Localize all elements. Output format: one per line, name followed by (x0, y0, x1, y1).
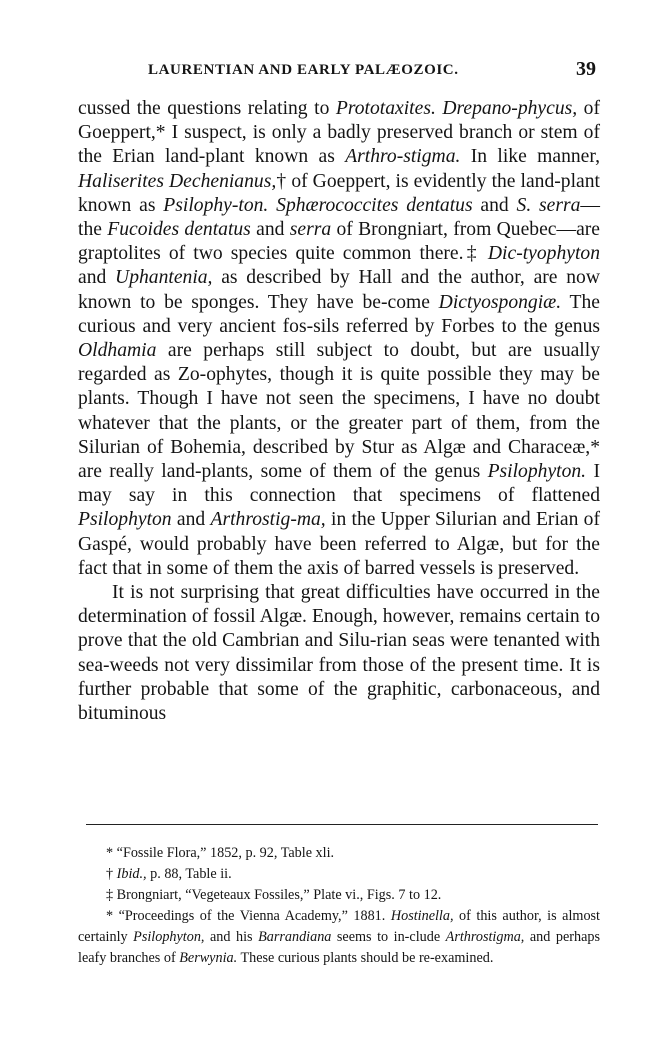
paragraph-segment-italic: Prototaxites. (335, 98, 436, 119)
footnote-rule (86, 824, 598, 825)
paragraph-segment-italic: S. serra (516, 194, 581, 216)
footnote-segment: * “Fossile Flora,” 1852, p. 92, Table xli. (106, 845, 335, 861)
paragraph-segment-italic: Dictyospongiæ. (438, 291, 562, 313)
footnote-segment: seems to in-clude (331, 929, 446, 945)
footnote-4 (78, 906, 600, 969)
footnote-segment-italic: Psilophyton, (133, 929, 205, 945)
body-text (78, 97, 600, 726)
paragraph-segment-italic: Dic-tyophyton (487, 243, 600, 265)
paragraph-segment: cussed the questions relating to (78, 98, 336, 119)
footnotes (78, 843, 600, 969)
footnote-segment: of this author, is almost certainly (78, 908, 600, 945)
footnote-segment-italic: Berwynia. (179, 950, 238, 966)
footnote-segment-italic: Arthrostigma, (445, 929, 525, 945)
paragraph-segment: It is not surprising that great difficulties have occurred in the determination of fossil Algæ. Enough, however, remains certain to prove that the old Cambrian and Silu-rian seas were tenanted with sea-weeds not very dissimilar from those of the present time. It is further probable that some of the graphitic, carbonaceous, and bituminous (78, 582, 600, 725)
paragraph-2 (78, 581, 600, 726)
paragraph-segment: In like manner, (460, 146, 601, 168)
paragraph-segment-italic: Drepano-phycus, (442, 98, 578, 119)
paragraph-segment: and (78, 267, 116, 289)
paragraph-segment-italic: Psilophy-ton. (163, 194, 269, 216)
page-header (78, 58, 600, 86)
paragraph-segment: The curious and very ancient fos-sils referred by Forbes to the genus (78, 291, 600, 337)
footnote-segment-italic: Ibid., (116, 866, 147, 882)
paragraph-segment: † of Goeppert, is evidently the land-plant known as (78, 170, 600, 216)
footnote-1 (78, 843, 600, 864)
paragraph-segment: of Goeppert,* I suspect, is only a badly preserved branch or stem of the Erian land-plant known as (78, 98, 600, 168)
paragraph-segment: as described by Hall and the author, are now known to be sponges. They have be-come (78, 267, 600, 313)
paragraph-segment: and (250, 219, 290, 241)
footnote-segment-italic: Hostinella, (390, 908, 454, 924)
paragraph-segment-italic: serra (289, 219, 332, 241)
paragraph-segment-italic: Psilophyton. (487, 461, 587, 483)
footnote-segment: p. 88, Table ii. (146, 866, 232, 882)
paragraph-segment: and (171, 509, 211, 531)
running-head: LAURENTIAN AND EARLY PALÆOZOIC. (148, 62, 459, 78)
footnote-segment: These curious plants should be re-examined. (237, 950, 494, 966)
footnote-3 (78, 885, 600, 906)
paragraph-segment: are perhaps still subject to doubt, but are usually regarded as Zo-ophytes, though it is quite possible they may be plants. Though I have not seen the specimens, I have no doubt whatever that the plants, or the greater part of them, from the Silurian of Bohemia, described by Stur as Algæ and Characeæ,* are really land-plants, some of them of the genus (78, 340, 600, 483)
paragraph-segment: —the (78, 194, 601, 241)
footnote-segment: and his (204, 929, 259, 945)
paragraph-1 (78, 97, 600, 581)
paragraph-segment-italic: Sphærococcites dentatus (276, 194, 473, 216)
paragraph-segment-italic: Oldhamia (78, 340, 157, 362)
paragraph-segment: in the Upper Silurian and Erian of Gaspé, would probably have been referred to Algæ, but for the fact that in some of them the axis of barred vessels is preserved. (78, 509, 600, 579)
footnote-2 (78, 864, 600, 885)
paragraph-segment (268, 195, 276, 216)
footnote-segment: ‡ Brongniart, “Vegeteaux Fossiles,” Plate vi., Figs. 7 to 12. (106, 887, 442, 903)
footnote-segment: † (106, 866, 117, 882)
paragraph-segment-italic: Fucoides dentatus (107, 219, 251, 241)
paragraph-segment: I may say in this connection that specimens of flattened (78, 461, 600, 507)
paragraph-segment-italic: Arthro-stigma. (345, 146, 461, 168)
paragraph-segment-italic: Haliserites Dechenianus, (78, 170, 277, 192)
footnote-segment: and perhaps leafy branches of (78, 929, 600, 966)
footnote-segment-italic: Barrandiana (258, 929, 332, 945)
paragraph-segment: of Brongniart, from Quebec—are graptolites of two species quite common there.‡ (78, 219, 600, 265)
paragraph-segment-italic: Arthrostig-ma, (210, 509, 326, 531)
paragraph-segment-italic: Psilophyton (78, 509, 172, 531)
footnote-segment: * “Proceedings of the Vienna Academy,” 1881. (106, 908, 391, 924)
page-number: 39 (576, 58, 596, 80)
paragraph-segment: and (472, 194, 517, 216)
paragraph-segment-italic: Uphantenia, (115, 267, 213, 289)
